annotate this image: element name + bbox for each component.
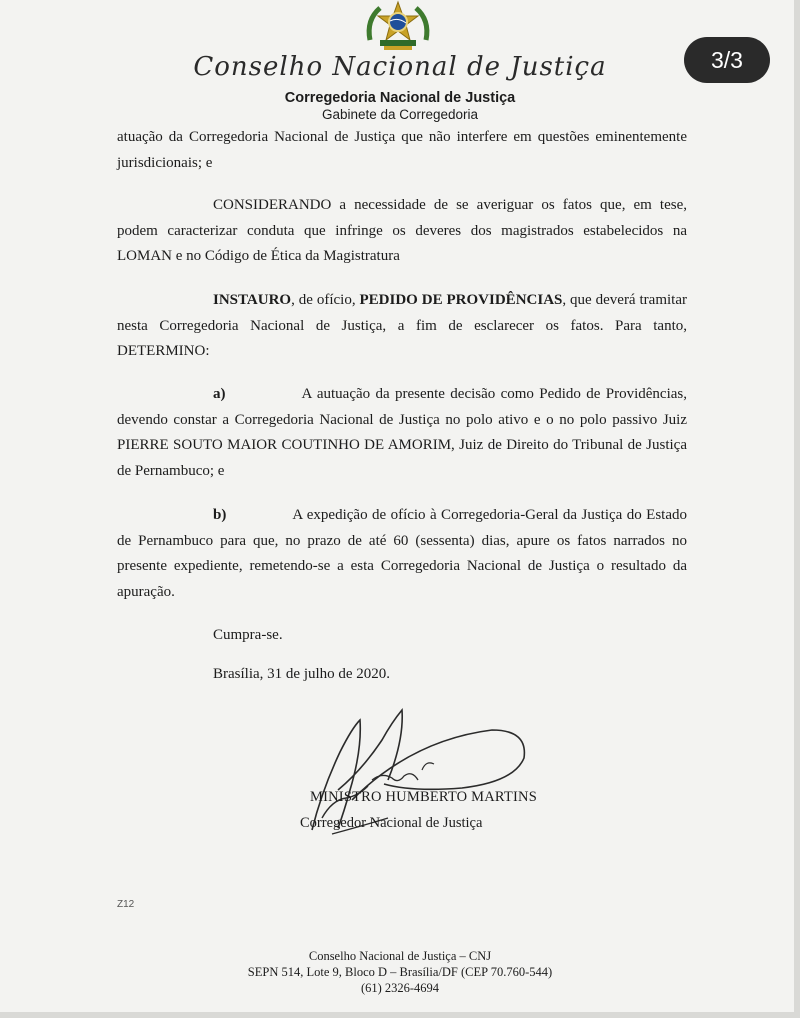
item-b-label: b) bbox=[213, 507, 227, 523]
paragraph-considerando: CONSIDERANDO a necessidade de se averiguar os fatos que, em tese, podem caracterizar conduta que infringe os deveres dos magistrados estabelecidos na LOMAN e no Código de Ética da Magistratura bbox=[117, 197, 687, 264]
page-edge-right bbox=[794, 0, 800, 1018]
office-subtitle: Gabinete da Corregedoria bbox=[321, 107, 479, 122]
brazil-coat-of-arms-icon bbox=[362, 0, 434, 52]
organization-subtitle: Corregedoria Nacional de Justiça bbox=[284, 90, 516, 106]
item-a-label: a) bbox=[213, 386, 226, 402]
paragraph-instauro: INSTAURO, de ofício, PEDIDO DE PROVIDÊNCIAS, que deverá tramitar nesta Corregedoria Nacional de Justiça, a fim de esclarecer os fatos. Para tanto, DETERMINO: bbox=[117, 292, 687, 359]
footer-line-1: Conselho Nacional de Justiça – CNJ bbox=[308, 949, 492, 963]
date-line: Brasília, 31 de julho de 2020. bbox=[213, 666, 391, 682]
organization-title: Conselho Nacional de Justiça bbox=[193, 52, 607, 82]
footer-line-2: SEPN 514, Lote 9, Bloco D – Brasília/DF (CEP 70.760-544) bbox=[247, 965, 553, 979]
paragraph-1: atuação da Corregedoria Nacional de Justiça que não interfere em questões eminentemente jurisdicionais; e bbox=[117, 129, 687, 171]
signer-role: Corregedor Nacional de Justiça bbox=[300, 815, 483, 831]
item-b: b) A expedição de ofício à Corregedoria-Geral da Justiça do Estado de Pernambuco para que, no prazo de até 60 (sessenta) dias, apure os fatos narrados no presente expediente, remetendo-se a esta Corregedoria Nacional de Justiça o resultado da apuração. bbox=[117, 507, 687, 600]
signer-name: MINISTRO HUMBERTO MARTINS bbox=[310, 789, 537, 805]
cumpra-se: Cumpra-se. bbox=[213, 627, 283, 643]
footer-line-3: (61) 2326-4694 bbox=[360, 981, 440, 995]
document-code: Z12 bbox=[117, 899, 135, 910]
pedido-label: PEDIDO DE PROVIDÊNCIAS bbox=[359, 292, 563, 308]
instauro-label: INSTAURO bbox=[213, 292, 292, 308]
page-indicator-badge: 3/3 bbox=[684, 37, 770, 83]
item-a: a) A autuação da presente decisão como Pedido de Providências, devendo constar a Corregedoria Nacional de Justiça no polo ativo e o no polo passivo Juiz PIERRE SOUTO MAIOR COUTINHO DE AMORIM, Juiz de Direito do Tribunal de Justiça de Pernambuco; e bbox=[117, 386, 687, 479]
page-edge-bottom bbox=[0, 1012, 800, 1018]
